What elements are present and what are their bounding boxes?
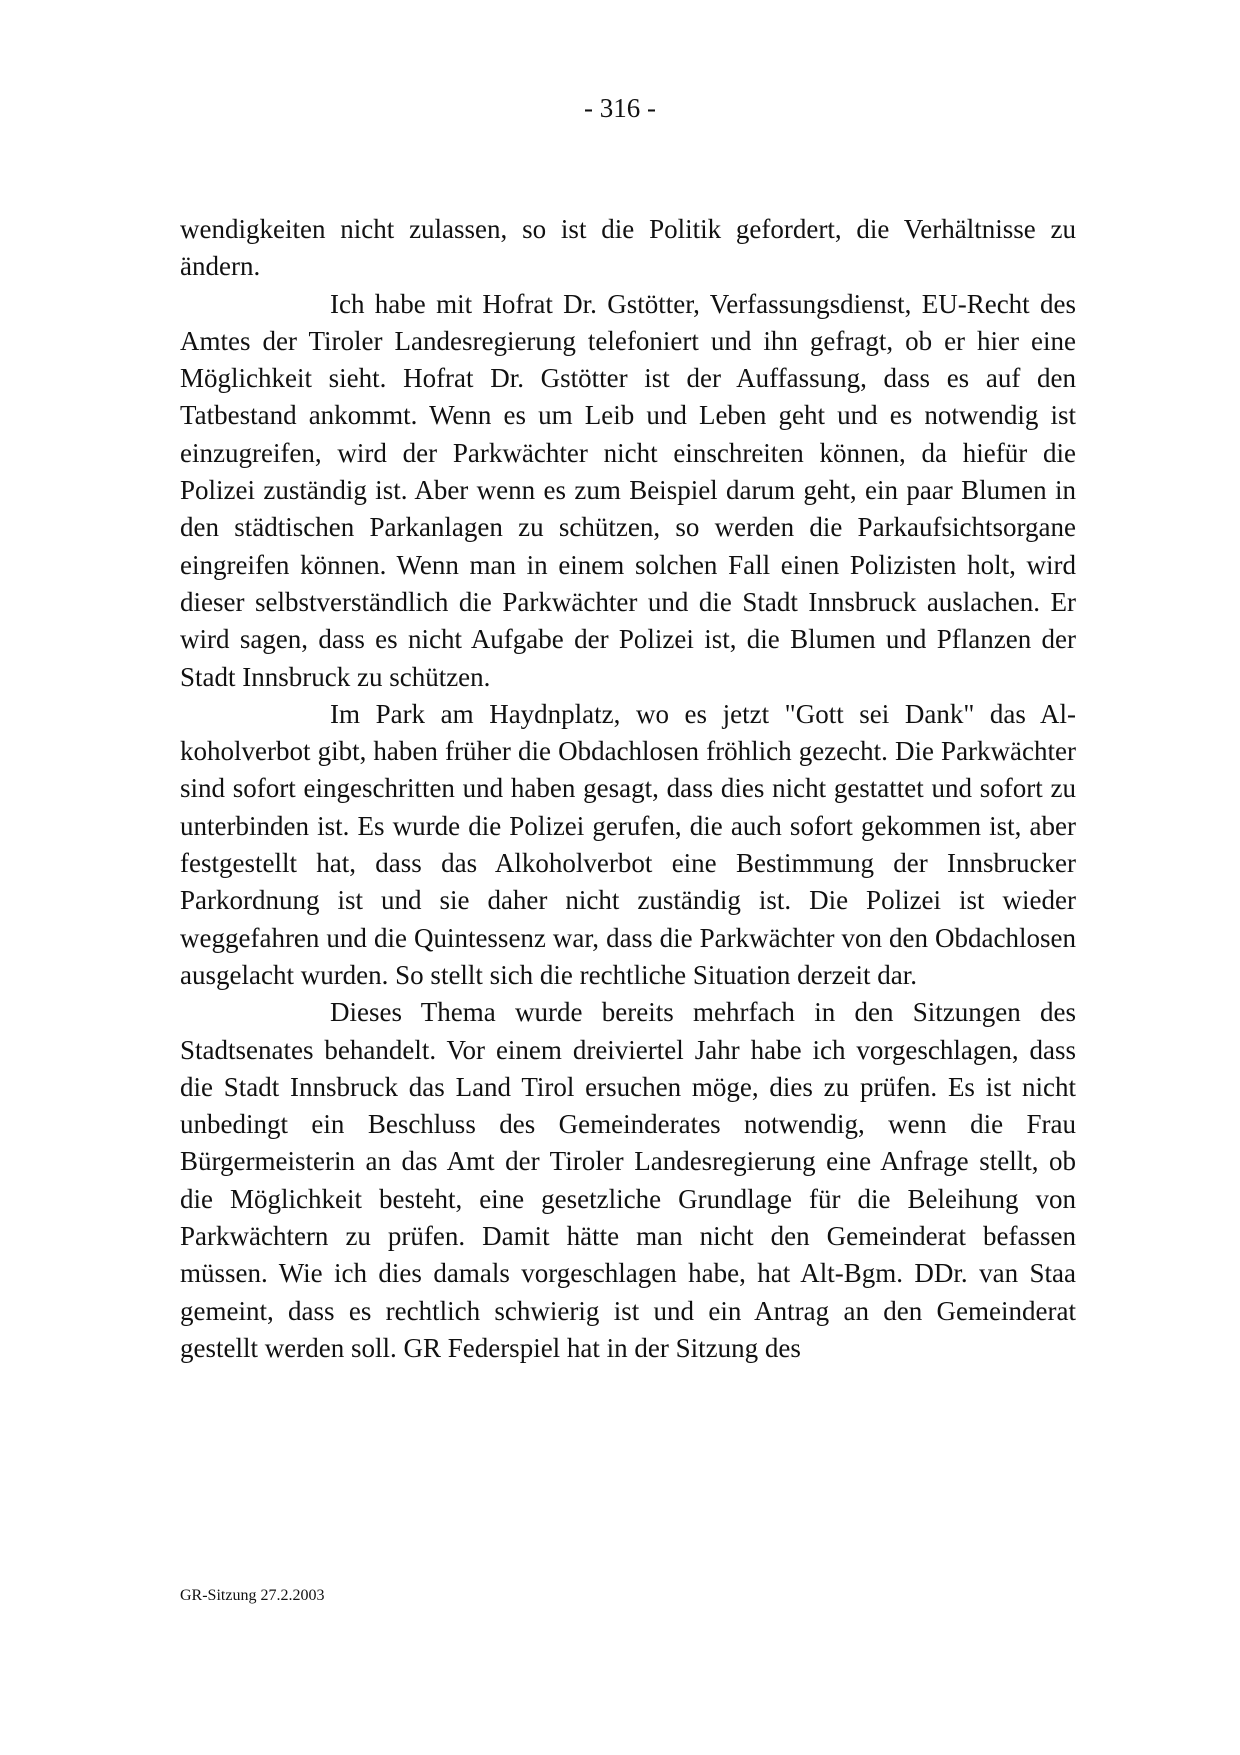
body-text (180, 211, 1076, 1367)
paragraph-stadtsenat: Dieses Thema wurde bereits mehrfach in den Sitzungen des Stadtsenates behandelt. Vor einem dreiviertel Jahr habe ich vorgeschlagen, dass die Stadt Innsbruck das Land Tirol ersuchen möge, dies zu prüfen. Es ist nicht unbedingt ein Beschluss des Gemeinderates notwendig, wenn die Frau Bürgermeisterin an das Amt der Tiroler Landesregierung eine Anfrage stellt, ob die Möglichkeit besteht, eine gesetzliche Grundlage für die Beleihung von Parkwächtern zu prüfen. Damit hätte man nicht den Gemeinderat befassen müssen. Wie ich dies damals vorgeschlagen habe, hat Alt-Bgm. DDr. van Staa gemeint, dass es rechtlich schwierig ist und ein Antrag an den Gemeinderat gestellt werden soll. GR Federspiel hat in der Sitzung des (180, 997, 1076, 1363)
paragraph-haydnplatz: Im Park am Haydnplatz, wo es jetzt "Gott sei Dank" das Alkoholverbot gibt, haben früher die Obdachlosen fröhlich gezecht. Die Parkwächter sind sofort eingeschritten und haben gesagt, dass dies nicht gestattet und sofort zu unterbinden ist. Es wurde die Polizei gerufen, die auch sofort gekommen ist, aber festgestellt hat, dass das Alkoholverbot eine Bestimmung der Innsbrucker Parkordnung ist und sie daher nicht zuständig ist. Die Polizei ist wieder weggefahren und die Quintessenz war, dass die Parkwächter von den Obdachlosen ausgelacht wurden. So stellt sich die rechtliche Situation derzeit dar. (180, 698, 1076, 990)
page-number: - 316 - (584, 93, 656, 123)
paragraph-gstoetter-call: Ich habe mit Hofrat Dr. Gstötter, Verfassungsdienst, EU-Recht des Amtes der Tiroler Landesregierung telefoniert und ihn gefragt, ob er hier eine Möglichkeit sieht. Hofrat Dr. Gstötter ist der Auffassung, dass es auf den Tatbestand ankommt. Wenn es um Leib und Leben geht und es notwendig ist einzugreifen, wird der Parkwächter nicht einschreiten können, da hiefür die Polizei zuständig ist. Aber wenn es zum Beispiel darum geht, ein paar Blumen in den städtischen Parkanlagen zu schützen, so werden die Parkaufsichtsorgane eingreifen können. Wenn man in einem solchen Fall einen Polizisten holt, wird dieser selbstverständlich die Parkwächter und die Stadt Innsbruck auslachen. Er wird sagen, dass es nicht Aufgabe der Polizei ist, die Blumen und Pflanzen der Stadt Innsbruck zu schützen. (180, 288, 1076, 692)
footer-session-date: GR-Sitzung 27.2.2003 (180, 1587, 325, 1604)
paragraph-continuation: wendigkeiten nicht zulassen, so ist die Politik gefordert, die Verhältnisse zu ändern. (180, 214, 1076, 282)
